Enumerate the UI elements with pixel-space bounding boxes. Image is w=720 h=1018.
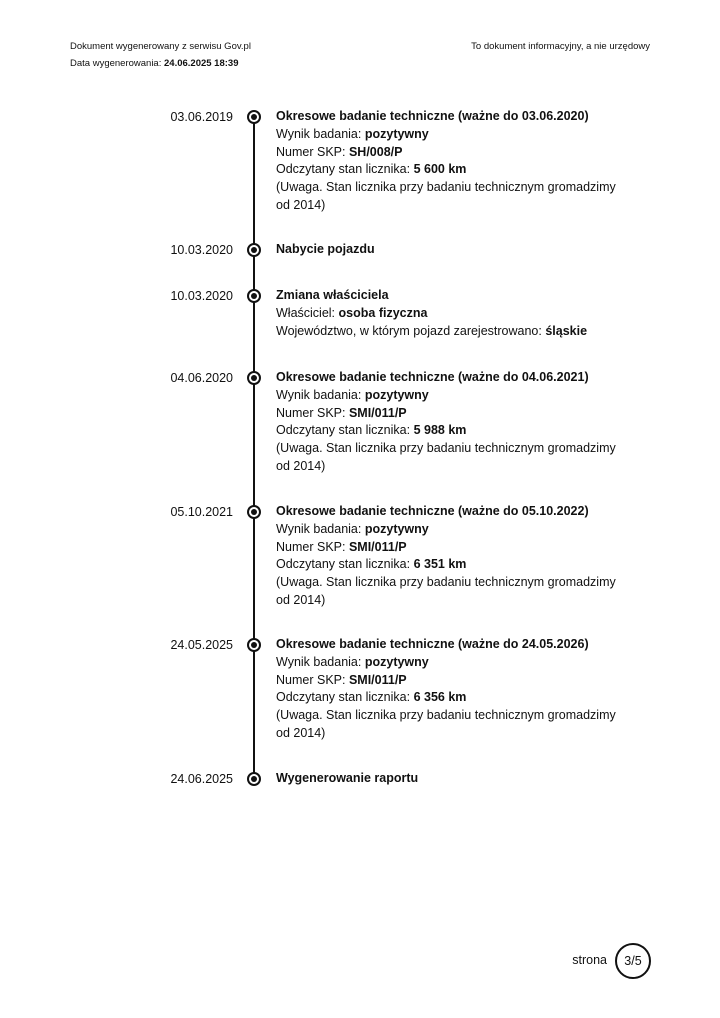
inspection-result: [276, 654, 621, 672]
event-title: Zmiana właściciela: [276, 288, 389, 302]
result-label: Wynik badania:: [276, 521, 362, 536]
odometer-note: (Uwaga. Stan licznika przy badaniu technicznym gromadzimy od 2014): [276, 708, 616, 740]
odometer-reading: [276, 161, 621, 179]
event-details: [276, 770, 621, 788]
event-date: 10.03.2020: [170, 289, 233, 303]
event-details: [276, 287, 621, 340]
inspection-result: [276, 126, 621, 144]
event-title: Okresowe badanie techniczne (ważne do 24.05.2026): [276, 637, 589, 651]
odometer-value: 5 988 km: [413, 423, 467, 438]
skp-number: [276, 405, 621, 423]
result-value: pozytywny: [364, 126, 429, 141]
event-title: Wygenerowanie raportu: [276, 771, 419, 785]
owner-type: [276, 305, 621, 323]
event-date: 10.03.2020: [170, 243, 233, 257]
odometer-value: 6 356 km: [413, 690, 467, 705]
skp-label: Numer SKP:: [276, 405, 346, 420]
odometer-note: (Uwaga. Stan licznika przy badaniu technicznym gromadzimy od 2014): [276, 180, 616, 212]
owner-label: Właściciel:: [276, 305, 336, 320]
skp-number: [276, 144, 621, 162]
odometer-reading: [276, 556, 621, 574]
event-details: [276, 108, 621, 215]
odometer-reading: [276, 422, 621, 440]
skp-label: Numer SKP:: [276, 144, 346, 159]
result-label: Wynik badania:: [276, 126, 362, 141]
voivodeship-value: śląskie: [545, 323, 588, 338]
event-date: 05.10.2021: [170, 505, 233, 519]
result-value: pozytywny: [364, 654, 429, 669]
generation-date-label: Data wygenerowania:: [70, 58, 162, 69]
event-title: Okresowe badanie techniczne (ważne do 05.10.2022): [276, 504, 589, 518]
event-title: Okresowe badanie techniczne (ważne do 04.06.2021): [276, 370, 589, 384]
event-date: 04.06.2020: [170, 371, 233, 385]
event-date: 03.06.2019: [170, 110, 233, 124]
odometer-label: Odczytany stan licznika:: [276, 557, 411, 572]
skp-value: SH/008/P: [348, 144, 403, 159]
header-notice: To dokument informacyjny, a nie urzędowy: [471, 41, 650, 52]
odometer-note: (Uwaga. Stan licznika przy badaniu technicznym gromadzimy od 2014): [276, 575, 616, 607]
header-source: Dokument wygenerowany z serwisu Gov.pl: [70, 41, 251, 52]
timeline-dot-icon: [247, 371, 261, 385]
odometer-note: (Uwaga. Stan licznika przy badaniu technicznym gromadzimy od 2014): [276, 441, 616, 473]
timeline-dot-icon: [247, 110, 261, 124]
timeline-dot-icon: [247, 638, 261, 652]
header-generation-date: [70, 58, 238, 69]
result-value: pozytywny: [364, 521, 429, 536]
event-title: Okresowe badanie techniczne (ważne do 03.06.2020): [276, 109, 589, 123]
skp-number: [276, 672, 621, 690]
timeline-line: [253, 116, 255, 778]
event-details: [276, 636, 621, 743]
inspection-result: [276, 521, 621, 539]
result-label: Wynik badania:: [276, 387, 362, 402]
skp-label: Numer SKP:: [276, 672, 346, 687]
event-date: 24.05.2025: [170, 638, 233, 652]
owner-value: osoba fizyczna: [338, 305, 428, 320]
skp-number: [276, 539, 621, 557]
result-value: pozytywny: [364, 387, 429, 402]
odometer-label: Odczytany stan licznika:: [276, 162, 411, 177]
timeline-dot-icon: [247, 289, 261, 303]
odometer-reading: [276, 689, 621, 707]
event-title: Nabycie pojazdu: [276, 242, 375, 256]
skp-value: SMI/011/P: [348, 672, 407, 687]
inspection-result: [276, 387, 621, 405]
timeline-dot-icon: [247, 772, 261, 786]
generation-date-value: 24.06.2025 18:39: [164, 58, 239, 69]
event-details: [276, 369, 621, 476]
page-number: 3/5: [615, 943, 651, 979]
odometer-value: 6 351 km: [413, 557, 467, 572]
skp-label: Numer SKP:: [276, 539, 346, 554]
odometer-value: 5 600 km: [413, 162, 467, 177]
timeline-dot-icon: [247, 505, 261, 519]
event-details: [276, 503, 621, 610]
result-label: Wynik badania:: [276, 654, 362, 669]
voivodeship-label: Województwo, w którym pojazd zarejestrowano:: [276, 323, 542, 338]
timeline-dot-icon: [247, 243, 261, 257]
odometer-label: Odczytany stan licznika:: [276, 423, 411, 438]
registration-voivodeship: [276, 323, 621, 341]
odometer-label: Odczytany stan licznika:: [276, 690, 411, 705]
event-details: [276, 241, 621, 259]
event-date: 24.06.2025: [170, 772, 233, 786]
skp-value: SMI/011/P: [348, 539, 407, 554]
skp-value: SMI/011/P: [348, 405, 407, 420]
page-label: strona: [572, 953, 607, 967]
